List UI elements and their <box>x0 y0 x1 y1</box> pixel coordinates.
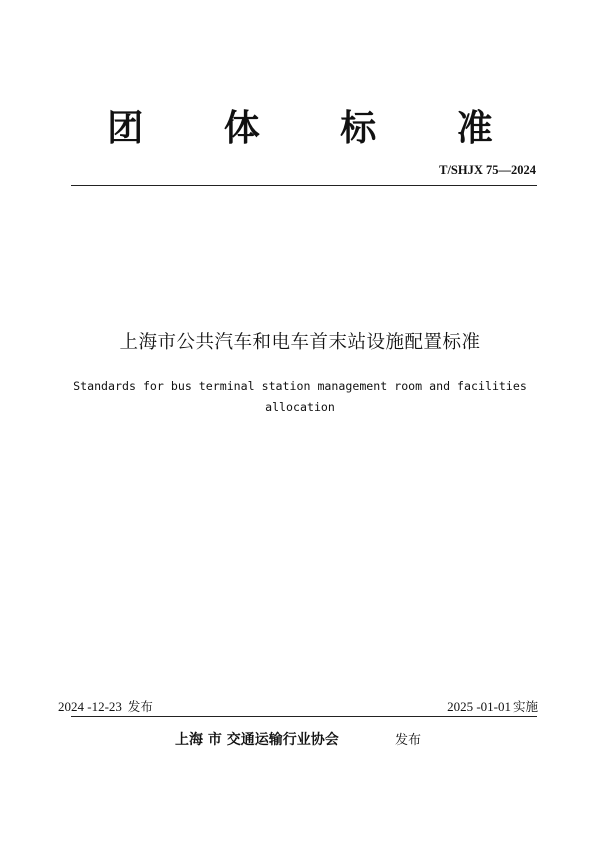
release-date: 2024 -12-23 <box>58 699 122 714</box>
standard-number: T/SHJX 75—2024 <box>439 163 536 177</box>
effective-date: 2025 -01-01 <box>447 699 511 714</box>
english-title-line-2: allocation <box>265 400 335 414</box>
effective-label: 实施 <box>512 699 538 714</box>
standard-title-chinese: 上海市公共汽车和电车首末站设施配置标准 <box>119 332 481 353</box>
publish-label: 发布 <box>395 733 422 748</box>
english-title-line-1: Standards for bus terminal station management room and facilities <box>73 379 527 393</box>
release-date-block <box>58 697 153 715</box>
standard-title-english <box>60 376 540 418</box>
header-divider <box>71 185 537 186</box>
effective-date-block <box>447 697 538 715</box>
release-label: 发布 <box>127 699 153 714</box>
footer-divider <box>71 716 537 717</box>
publisher-name: 上海 市 交通运输行业协会 <box>175 732 339 748</box>
document-type-title: 团 体 标 准 <box>107 108 527 149</box>
